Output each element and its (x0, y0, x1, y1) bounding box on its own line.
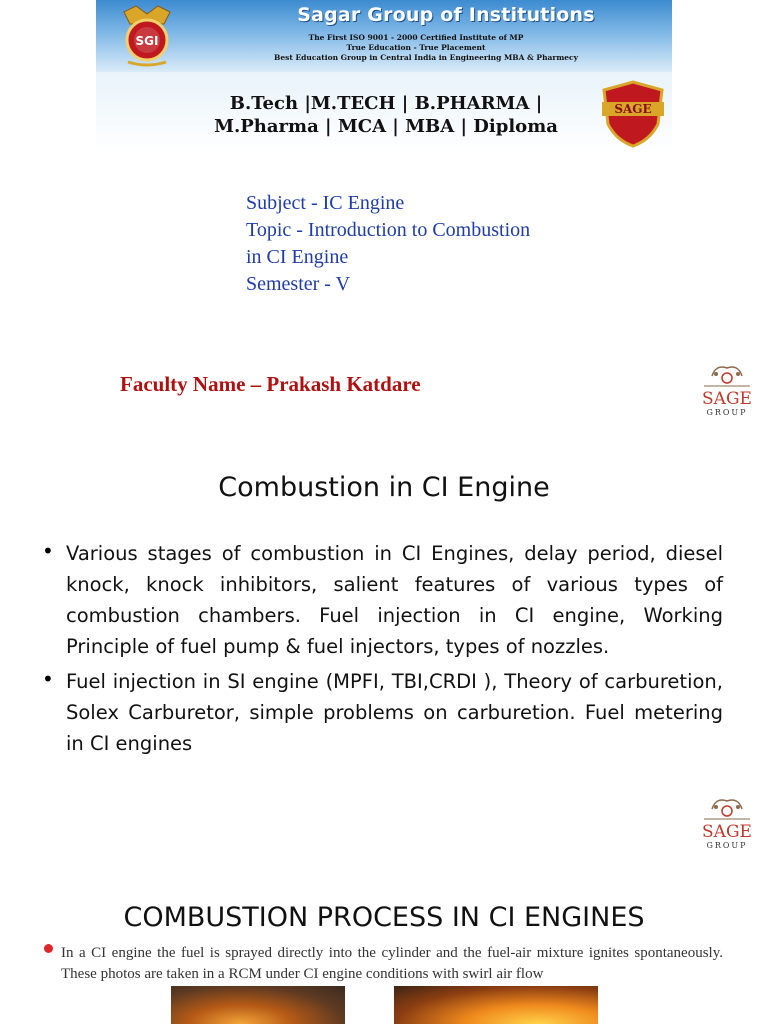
courses-line-1: B.Tech |M.TECH | B.PHARMA | (229, 93, 543, 114)
sage-group-logo (694, 360, 760, 418)
combustion-photo-1 (171, 986, 345, 1024)
courses-list (156, 92, 616, 138)
sgi-emblem-logo (114, 4, 180, 68)
header-banner (96, 0, 672, 153)
semester-line: Semester - V (246, 273, 351, 295)
sage-logo-sub-2: GROUP (706, 841, 748, 850)
slide3-paragraph: In a CI engine the fuel is sprayed directly into the cylinder and the fuel-air mixture ignites spontaneously. These photos are taken in a RCM under CI engine conditions with swirl air flow (61, 945, 723, 982)
sage-logo-sub: GROUP (706, 408, 748, 417)
topic-continuation: in CI Engine (246, 246, 349, 268)
faculty-name: Faculty Name – Prakash Katdare (120, 372, 421, 396)
sage-shield-logo (596, 80, 670, 148)
bullet-marker-1: • (42, 539, 54, 563)
sage-group-logo-2 (694, 793, 760, 851)
sage-logo-word: SAGE (702, 389, 752, 409)
bullet-item-2: Fuel injection in SI engine (MPFI, TBI,CRDI ), Theory of carburetion, Solex Carburetor, simple problems on carburetion. Fuel metering in CI engines (66, 670, 723, 755)
banner-tagline: True Education - True Placement (346, 43, 486, 52)
banner-best-education-line: Best Education Group in Central India in Engineering MBA & Pharmecy (274, 53, 578, 62)
banner-iso-line: The First ISO 9001 - 2000 Certified Institute of MP (308, 33, 524, 42)
combustion-photo-2 (394, 986, 598, 1024)
slide2-title: Combustion in CI Engine (218, 472, 550, 503)
sgi-logo-text: SGI (135, 34, 159, 48)
subject-line: Subject - IC Engine (246, 192, 405, 214)
sage-shield-text: SAGE (614, 102, 652, 116)
topic-line: Topic - Introduction to Combustion (246, 219, 531, 241)
bullet-marker-2: • (42, 667, 54, 691)
courses-line-2: M.Pharma | MCA | MBA | Diploma (214, 116, 558, 137)
sage-logo-word-2: SAGE (702, 822, 752, 842)
slide3-title: COMBUSTION PROCESS IN CI ENGINES (123, 902, 645, 933)
banner-title: Sagar Group of Institutions (297, 4, 595, 26)
bullet-item-1: Various stages of combustion in CI Engines, delay period, diesel knock, knock inhibitors, salient features of various types of combustion chambers. Fuel injection in CI engine, Working Principle of fuel pump & fuel injectors, types of nozzles. (66, 542, 723, 658)
bullet-dot-icon (44, 944, 53, 953)
